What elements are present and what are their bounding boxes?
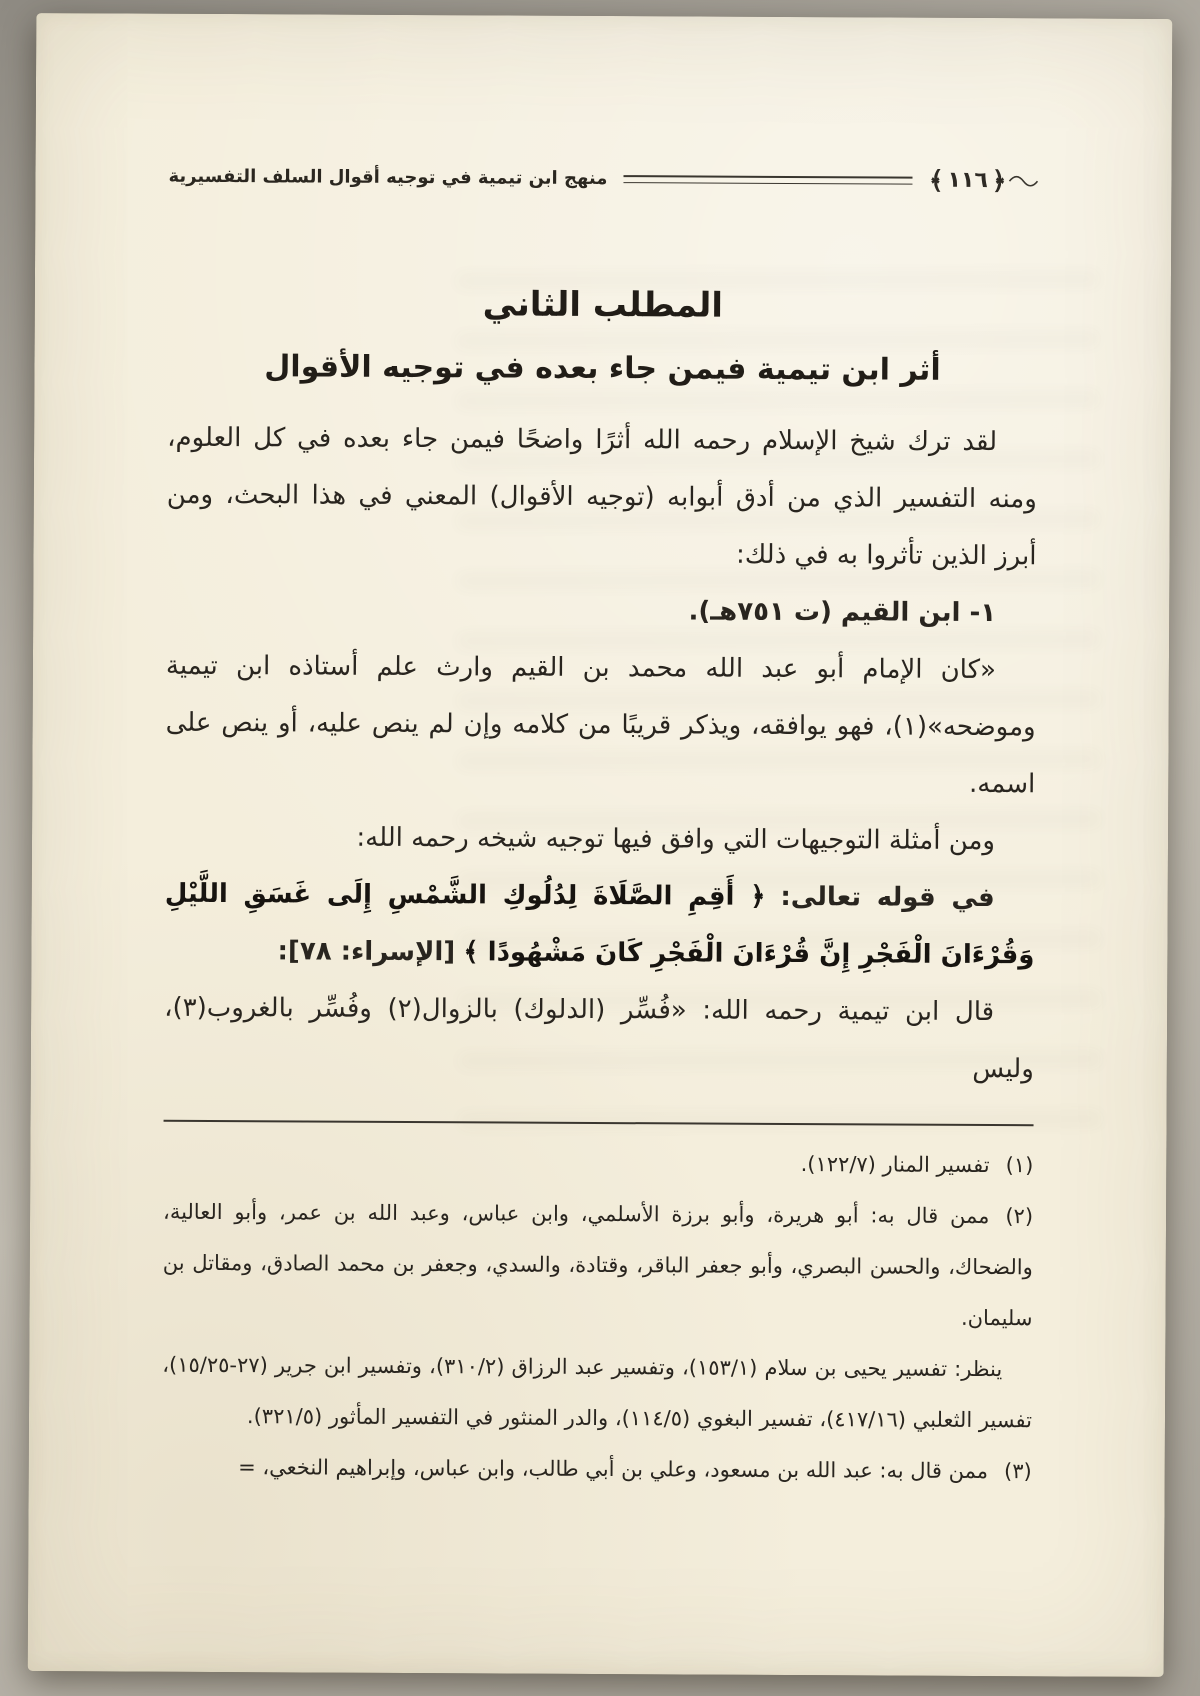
footnote-2-continuation-text: ينظر: تفسير يحيى بن سلام (١٥٣/١)، وتفسير عبد الرزاق (٣١٠/٢)، وتفسير ابن جرير (١٥/٢٥‎-‎٢٧)، تفسير الثعلبي (٤١٧/١٦)، تفسير البغوي (١١٤/٥)، والدر المنثور في التفسير المأثور (٣٢١/٥).	[162, 1352, 1033, 1433]
footnote-3-number: (٣)	[1003, 1459, 1032, 1484]
footnote-3	[162, 1442, 1032, 1498]
verse-reference: [الإسراء: ٧٨]:	[277, 936, 456, 968]
footnote-1-text: تفسير المنار (١٢٢/٧).	[800, 1152, 990, 1178]
page-number-cartouche	[929, 166, 1039, 196]
scanned-book-page	[28, 13, 1173, 1677]
footnote-2	[162, 1187, 1033, 1345]
body-paragraph-examples: ومن أمثلة التوجيهات التي وافق فيها توجيه شيخه رحمه الله:	[356, 822, 996, 857]
page-header	[168, 162, 1038, 196]
body-paragraph-ibn-taymiyyah-quote: قال ابن تيمية رحمه الله: «فُسِّر (الدلوك) بالزوال(٢) وفُسِّر بالغروب(٣)، وليس	[164, 992, 1034, 1085]
footnote-2-continuation	[162, 1340, 1033, 1447]
list-item-ibn-alqayyim: ١- ابن القيم (ت ٧٥١هـ).	[688, 596, 997, 629]
footnotes-section	[162, 1136, 1034, 1498]
quran-verse: ﴿ أَقِمِ الصَّلَاةَ لِدُلُوكِ الشَّمْسِ إِلَى غَسَقِ اللَّيْلِ وَقُرْءَانَ الْفَجْرِ إِنَّ قُرْءَانَ الْفَجْرِ كَانَ مَشْهُودًا ﴾	[164, 878, 1035, 971]
footnote-2-number: (٢)	[1005, 1204, 1034, 1229]
footnote-2-text: ممن قال به: أبو هريرة، وأبو برزة الأسلمي، وابن عباس، وعبد الله بن عمر، وأبو العالية، والضحاك، والحسن البصري، وأبو جعفر الباقر، وقتادة، والسدي، وجعفر بن محمد الصادق، ومقاتل بن سليمان.	[162, 1199, 1033, 1331]
page-content	[162, 14, 1040, 1498]
footnote-1-number: (١)	[1005, 1153, 1034, 1178]
quran-verse-paragraph	[164, 866, 1035, 985]
body-paragraph-intro: لقد ترك شيخ الإسلام رحمه الله أثرًا واضحًا فيمن جاء بعده في كل العلوم، ومنه التفسير الذي من أدق أبوابه (توجيه الأقوال) المعني في هذا البحث، ومن أبرز الذين تأثروا به في ذلك:	[166, 422, 1037, 572]
page-number: ١١٦	[947, 167, 988, 194]
ornate-paren-open: ﴿	[991, 166, 1007, 196]
verse-lead-in: في قوله تعالى:	[780, 881, 995, 914]
footnote-1	[163, 1136, 1033, 1192]
section-subtitle: أثر ابن تيمية فيمن جاء بعده في توجيه الأقوال	[264, 349, 941, 388]
section-title: المطلب الثاني	[482, 284, 724, 326]
flourish-right-icon	[1008, 174, 1038, 188]
footnote-3-text: ممن قال به: عبد الله بن مسعود، وعلي بن أبي طالب، وابن عباس، وإبراهيم النخعي، =	[238, 1455, 989, 1484]
running-title: منهج ابن تيمية في توجيه أقوال السلف التفسيرية	[168, 165, 608, 190]
header-rule	[623, 175, 913, 185]
body-paragraph-quote: «كان الإمام أبو عبد الله محمد بن القيم وارث علم أستاذه ابن تيمية وموضحه»(١)، فهو يوافقه، ويذكر قريبًا من كلامه وإن لم ينص عليه، أو ينص على اسمه.	[165, 650, 1036, 800]
ornate-paren-close: ﴾	[928, 165, 944, 195]
body-text	[164, 410, 1038, 1099]
footnote-separator	[164, 1120, 1034, 1127]
